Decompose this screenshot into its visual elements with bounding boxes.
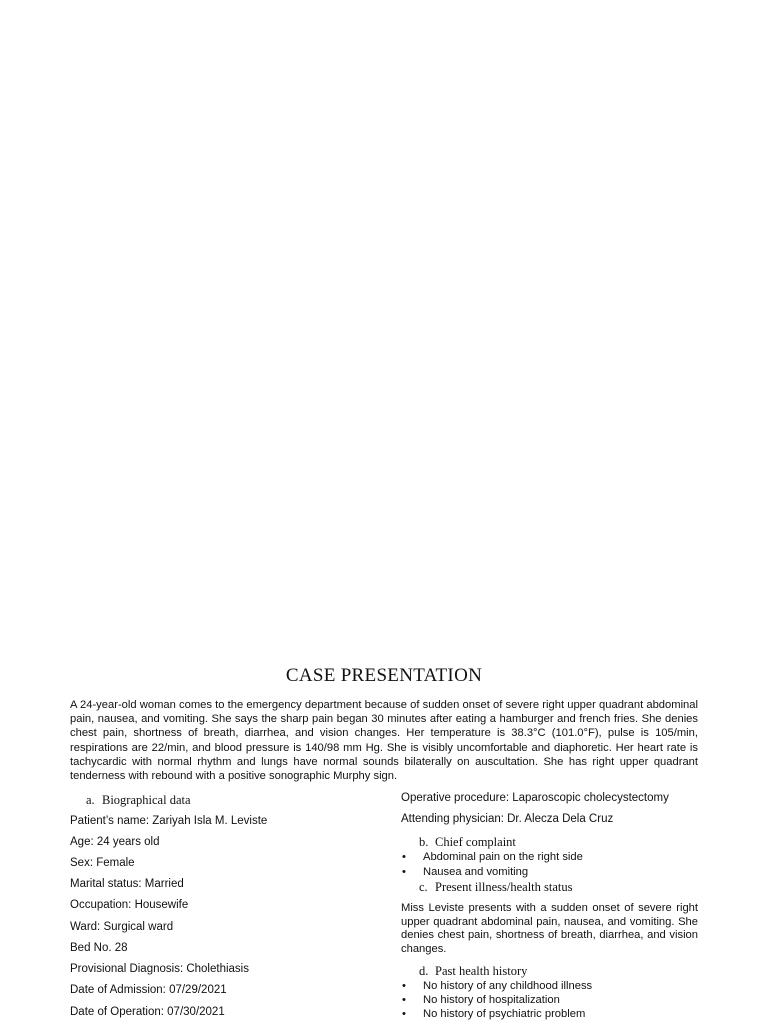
operative-procedure-field: Operative procedure: Laparoscopic cholecystectomy [401,792,669,804]
case-summary-paragraph: A 24-year-old woman comes to the emergency department because of sudden onset of severe right upper quadrant abdominal pain, nausea, and vomiting. She says the sharp pain began 30 minutes after eating a hamburger and french fries. She denies chest pain, shortness of breath, diarrhea, and vision changes. Her temperature is 38.3°C (101.0°F), pulse is 105/min, respirations are 22/min, and blood pressure is 140/98 mm Hg. She is visibly uncomfortable and diaphoretic. Her heart rate is tachycardic with normal rhythm and lungs have normal sounds bilaterally on auscultation. She has right upper quadrant tenderness with rebound with a positive sonographic Murphy sign. [70,699,698,783]
section-letter: b. [419,835,429,849]
section-title: Chief complaint [435,835,516,849]
attending-physician-field: Attending physician: Dr. Alecza Dela Cruz [401,813,614,825]
present-illness-paragraph: Miss Leviste presents with a sudden onset of severe right upper quadrant abdominal pain, nausea, and vomiting. She denies chest pain, shortness of breath, diarrhea, and vision changes. [401,902,698,955]
admission-date-field: Date of Admission: 07/29/2021 [70,984,227,996]
list-item: • No history of any childhood illness [402,980,593,992]
section-letter: a. [86,793,95,807]
sex-field: Sex: Female [70,857,135,869]
section-title: Present illness/health status [435,880,573,894]
list-item: • Nausea and vomiting [402,866,529,878]
page-title: CASE PRESENTATION [285,665,483,686]
past-health-history-heading [419,964,527,979]
patient-name-field: Patient’s name: Zariyah Isla M. Leviste [70,815,268,827]
ward-field: Ward: Surgical ward [70,921,174,933]
list-item: • No history of psychiatric problem [402,1008,586,1020]
occupation-field: Occupation: Housewife [70,899,189,911]
bullet: • [402,1008,406,1020]
present-illness-heading [419,880,572,895]
bed-number-field: Bed No. 28 [70,942,128,954]
bullet: • [402,866,406,878]
diagnosis-field: Provisional Diagnosis: Cholethiasis [70,963,249,975]
biographical-data-heading [86,793,191,808]
section-letter: c. [419,880,428,894]
age-field: Age: 24 years old [70,836,160,848]
operation-date-field: Date of Operation: 07/30/2021 [70,1006,225,1018]
bullet: • [402,994,406,1006]
section-title: Past health history [435,964,528,978]
marital-status-field: Marital status: Married [70,878,184,890]
section-letter: d. [419,964,429,978]
list-item: • No history of hospitalization [402,994,560,1006]
section-title: Biographical data [102,793,191,807]
chief-complaint-heading [419,835,516,850]
list-item: • Abdominal pain on the right side [402,851,583,863]
bullet: • [402,980,406,992]
bullet: • [402,851,406,863]
